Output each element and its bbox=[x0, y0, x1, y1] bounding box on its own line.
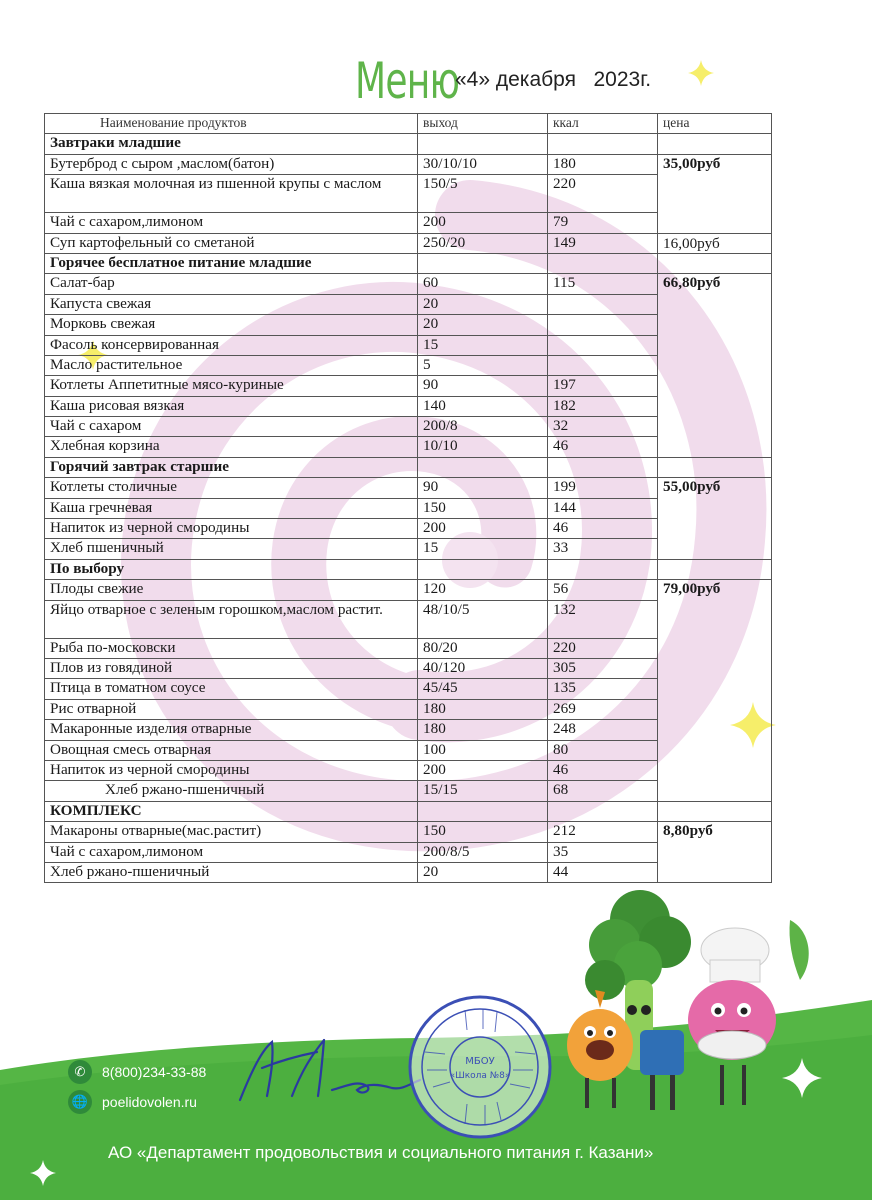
dish-name: Котлеты столичные bbox=[45, 478, 418, 498]
sparkle-star-icon bbox=[688, 60, 714, 86]
table-row bbox=[45, 781, 772, 801]
dish-kcal: 132 bbox=[548, 600, 658, 638]
dish-kcal: 182 bbox=[548, 396, 658, 416]
organization-name: АО «Департамент продовольствия и социального питания г. Казани» bbox=[108, 1143, 654, 1162]
dish-name: Фасоль консервированная bbox=[45, 335, 418, 355]
dish-kcal bbox=[548, 315, 658, 335]
section-row bbox=[45, 559, 772, 579]
dish-kcal: 44 bbox=[548, 862, 658, 882]
dish-kcal bbox=[548, 335, 658, 355]
dish-kcal: 135 bbox=[548, 679, 658, 699]
table-row bbox=[45, 417, 772, 437]
footer-website bbox=[68, 1090, 197, 1114]
dish-output: 10/10 bbox=[418, 437, 548, 457]
footer-phone bbox=[68, 1060, 206, 1084]
table-row bbox=[45, 600, 772, 638]
table-row bbox=[45, 478, 772, 498]
dish-name: Рис отварной bbox=[45, 699, 418, 719]
table-row bbox=[45, 274, 772, 294]
table-row bbox=[45, 539, 772, 559]
dish-output: 150 bbox=[418, 498, 548, 518]
dish-name: Чай с сахаром,лимоном bbox=[45, 213, 418, 233]
dish-output: 140 bbox=[418, 396, 548, 416]
dish-name: Котлеты Аппетитные мясо-куриные bbox=[45, 376, 418, 396]
dish-output: 60 bbox=[418, 274, 548, 294]
phone-number: 8(800)234-33-88 bbox=[102, 1064, 207, 1080]
dish-price: 8,80руб bbox=[658, 822, 772, 842]
menu-date: «4» декабря 2023г. bbox=[455, 68, 652, 91]
header-price: цена bbox=[658, 114, 772, 134]
dish-kcal: 46 bbox=[548, 437, 658, 457]
dish-output: 80/20 bbox=[418, 638, 548, 658]
table-row bbox=[45, 315, 772, 335]
section-title: КОМПЛЕКС bbox=[45, 801, 418, 821]
table-row bbox=[45, 498, 772, 518]
section-title: Горячий завтрак старшие bbox=[45, 457, 418, 477]
table-row bbox=[45, 213, 772, 233]
table-row bbox=[45, 355, 772, 375]
dish-output: 200 bbox=[418, 213, 548, 233]
dish-output: 20 bbox=[418, 294, 548, 314]
header-name: Наименование продуктов bbox=[45, 114, 418, 134]
section-title: По выбору bbox=[45, 559, 418, 579]
dish-output: 150/5 bbox=[418, 175, 548, 213]
table-row bbox=[45, 822, 772, 842]
dish-output: 45/45 bbox=[418, 679, 548, 699]
sparkle-star-icon bbox=[30, 1160, 56, 1186]
dish-output: 20 bbox=[418, 315, 548, 335]
dish-name: Чай с сахаром,лимоном bbox=[45, 842, 418, 862]
sparkle-star-icon bbox=[782, 1058, 822, 1098]
dish-kcal: 180 bbox=[548, 154, 658, 174]
dish-name: Напиток из черной смородины bbox=[45, 760, 418, 780]
dish-price: 16,00руб bbox=[658, 233, 772, 253]
table-row bbox=[45, 294, 772, 314]
dish-name: Макароны отварные(мас.растит) bbox=[45, 822, 418, 842]
table-row bbox=[45, 842, 772, 862]
dish-name: Птица в томатном соусе bbox=[45, 679, 418, 699]
dish-name: Каша гречневая bbox=[45, 498, 418, 518]
dish-kcal: 269 bbox=[548, 699, 658, 719]
header-kcal: ккал bbox=[548, 114, 658, 134]
dish-price: 35,00руб bbox=[658, 154, 772, 174]
table-row bbox=[45, 580, 772, 600]
dish-output: 180 bbox=[418, 720, 548, 740]
dish-name: Яйцо отварное с зеленым горошком,маслом растит. bbox=[45, 600, 418, 638]
signature bbox=[232, 1030, 427, 1110]
dish-name: Морковь свежая bbox=[45, 315, 418, 335]
dish-kcal: 248 bbox=[548, 720, 658, 740]
dish-kcal: 46 bbox=[548, 760, 658, 780]
dish-output: 48/10/5 bbox=[418, 600, 548, 638]
dish-name: Хлеб ржано-пшеничный bbox=[45, 781, 418, 801]
table-row bbox=[45, 638, 772, 658]
dish-output: 100 bbox=[418, 740, 548, 760]
dish-output: 150 bbox=[418, 822, 548, 842]
dish-name: Бутерброд с сыром ,маслом(батон) bbox=[45, 154, 418, 174]
table-row bbox=[45, 437, 772, 457]
dish-name: Масло растительное bbox=[45, 355, 418, 375]
dish-name: Каша рисовая вязкая bbox=[45, 396, 418, 416]
dish-name: Плов из говядиной bbox=[45, 658, 418, 678]
dish-name: Салат-бар bbox=[45, 274, 418, 294]
dish-kcal: 305 bbox=[548, 658, 658, 678]
dish-output: 15 bbox=[418, 335, 548, 355]
svg-text:«Школа №8»: «Школа №8» bbox=[449, 1071, 511, 1081]
table-row bbox=[45, 335, 772, 355]
header-output: выход bbox=[418, 114, 548, 134]
section-row bbox=[45, 134, 772, 154]
table-row bbox=[45, 376, 772, 396]
dish-name: Овощная смесь отварная bbox=[45, 740, 418, 760]
dish-kcal: 220 bbox=[548, 175, 658, 213]
dish-kcal: 80 bbox=[548, 740, 658, 760]
dish-name: Чай с сахаром bbox=[45, 417, 418, 437]
dish-price: 66,80руб bbox=[658, 274, 772, 294]
website-link: poelidovolen.ru bbox=[102, 1094, 197, 1110]
dish-kcal: 115 bbox=[548, 274, 658, 294]
table-row bbox=[45, 760, 772, 780]
dish-output: 250/20 bbox=[418, 233, 548, 253]
dish-output: 200 bbox=[418, 519, 548, 539]
dish-output: 200/8 bbox=[418, 417, 548, 437]
dish-price: 79,00руб bbox=[658, 580, 772, 600]
dish-output: 15 bbox=[418, 539, 548, 559]
dish-name: Суп картофельный со сметаной bbox=[45, 233, 418, 253]
dish-kcal: 199 bbox=[548, 478, 658, 498]
dish-kcal: 149 bbox=[548, 233, 658, 253]
table-row bbox=[45, 154, 772, 174]
dish-kcal: 33 bbox=[548, 539, 658, 559]
dish-output: 90 bbox=[418, 478, 548, 498]
table-row bbox=[45, 699, 772, 719]
section-title: Горячее бесплатное питание младшие bbox=[45, 253, 418, 273]
dish-name: Каша вязкая молочная из пшенной крупы с маслом bbox=[45, 175, 418, 213]
table-row bbox=[45, 720, 772, 740]
dish-output: 40/120 bbox=[418, 658, 548, 678]
dish-kcal: 197 bbox=[548, 376, 658, 396]
dish-kcal: 46 bbox=[548, 519, 658, 539]
dish-kcal: 56 bbox=[548, 580, 658, 600]
svg-text:МБОУ: МБОУ bbox=[465, 1056, 495, 1067]
school-stamp bbox=[405, 992, 555, 1142]
menu-table bbox=[44, 113, 772, 883]
dish-kcal: 35 bbox=[548, 842, 658, 862]
dish-kcal: 79 bbox=[548, 213, 658, 233]
phone-icon: ✆ bbox=[68, 1060, 92, 1084]
dish-name: Хлебная корзина bbox=[45, 437, 418, 457]
dish-kcal: 68 bbox=[548, 781, 658, 801]
dish-name: Плоды свежие bbox=[45, 580, 418, 600]
dish-output: 20 bbox=[418, 862, 548, 882]
dish-price: 55,00руб bbox=[658, 478, 772, 498]
dish-name: Капуста свежая bbox=[45, 294, 418, 314]
dish-output: 90 bbox=[418, 376, 548, 396]
table-row bbox=[45, 740, 772, 760]
section-row bbox=[45, 253, 772, 273]
dish-kcal: 144 bbox=[548, 498, 658, 518]
dish-output: 30/10/10 bbox=[418, 154, 548, 174]
section-row bbox=[45, 801, 772, 821]
dish-name: Хлеб пшеничный bbox=[45, 539, 418, 559]
page-title: Меню bbox=[355, 52, 460, 110]
dish-output: 15/15 bbox=[418, 781, 548, 801]
dish-output: 5 bbox=[418, 355, 548, 375]
dish-name: Напиток из черной смородины bbox=[45, 519, 418, 539]
table-row bbox=[45, 175, 772, 213]
dish-output: 200 bbox=[418, 760, 548, 780]
table-row bbox=[45, 519, 772, 539]
globe-icon: 🌐 bbox=[68, 1090, 92, 1114]
table-row bbox=[45, 679, 772, 699]
dish-kcal: 212 bbox=[548, 822, 658, 842]
table-row bbox=[45, 658, 772, 678]
dish-output: 200/8/5 bbox=[418, 842, 548, 862]
dish-kcal: 32 bbox=[548, 417, 658, 437]
dish-name: Рыба по-московски bbox=[45, 638, 418, 658]
dish-name: Макаронные изделия отварные bbox=[45, 720, 418, 740]
dish-kcal: 220 bbox=[548, 638, 658, 658]
table-row bbox=[45, 396, 772, 416]
table-header-row bbox=[45, 114, 772, 134]
table-row bbox=[45, 233, 772, 253]
dish-output: 120 bbox=[418, 580, 548, 600]
dish-output: 180 bbox=[418, 699, 548, 719]
dish-kcal bbox=[548, 294, 658, 314]
section-row bbox=[45, 457, 772, 477]
dish-kcal bbox=[548, 355, 658, 375]
section-title: Завтраки младшие bbox=[45, 134, 418, 154]
dish-name: Хлеб ржано-пшеничный bbox=[45, 862, 418, 882]
